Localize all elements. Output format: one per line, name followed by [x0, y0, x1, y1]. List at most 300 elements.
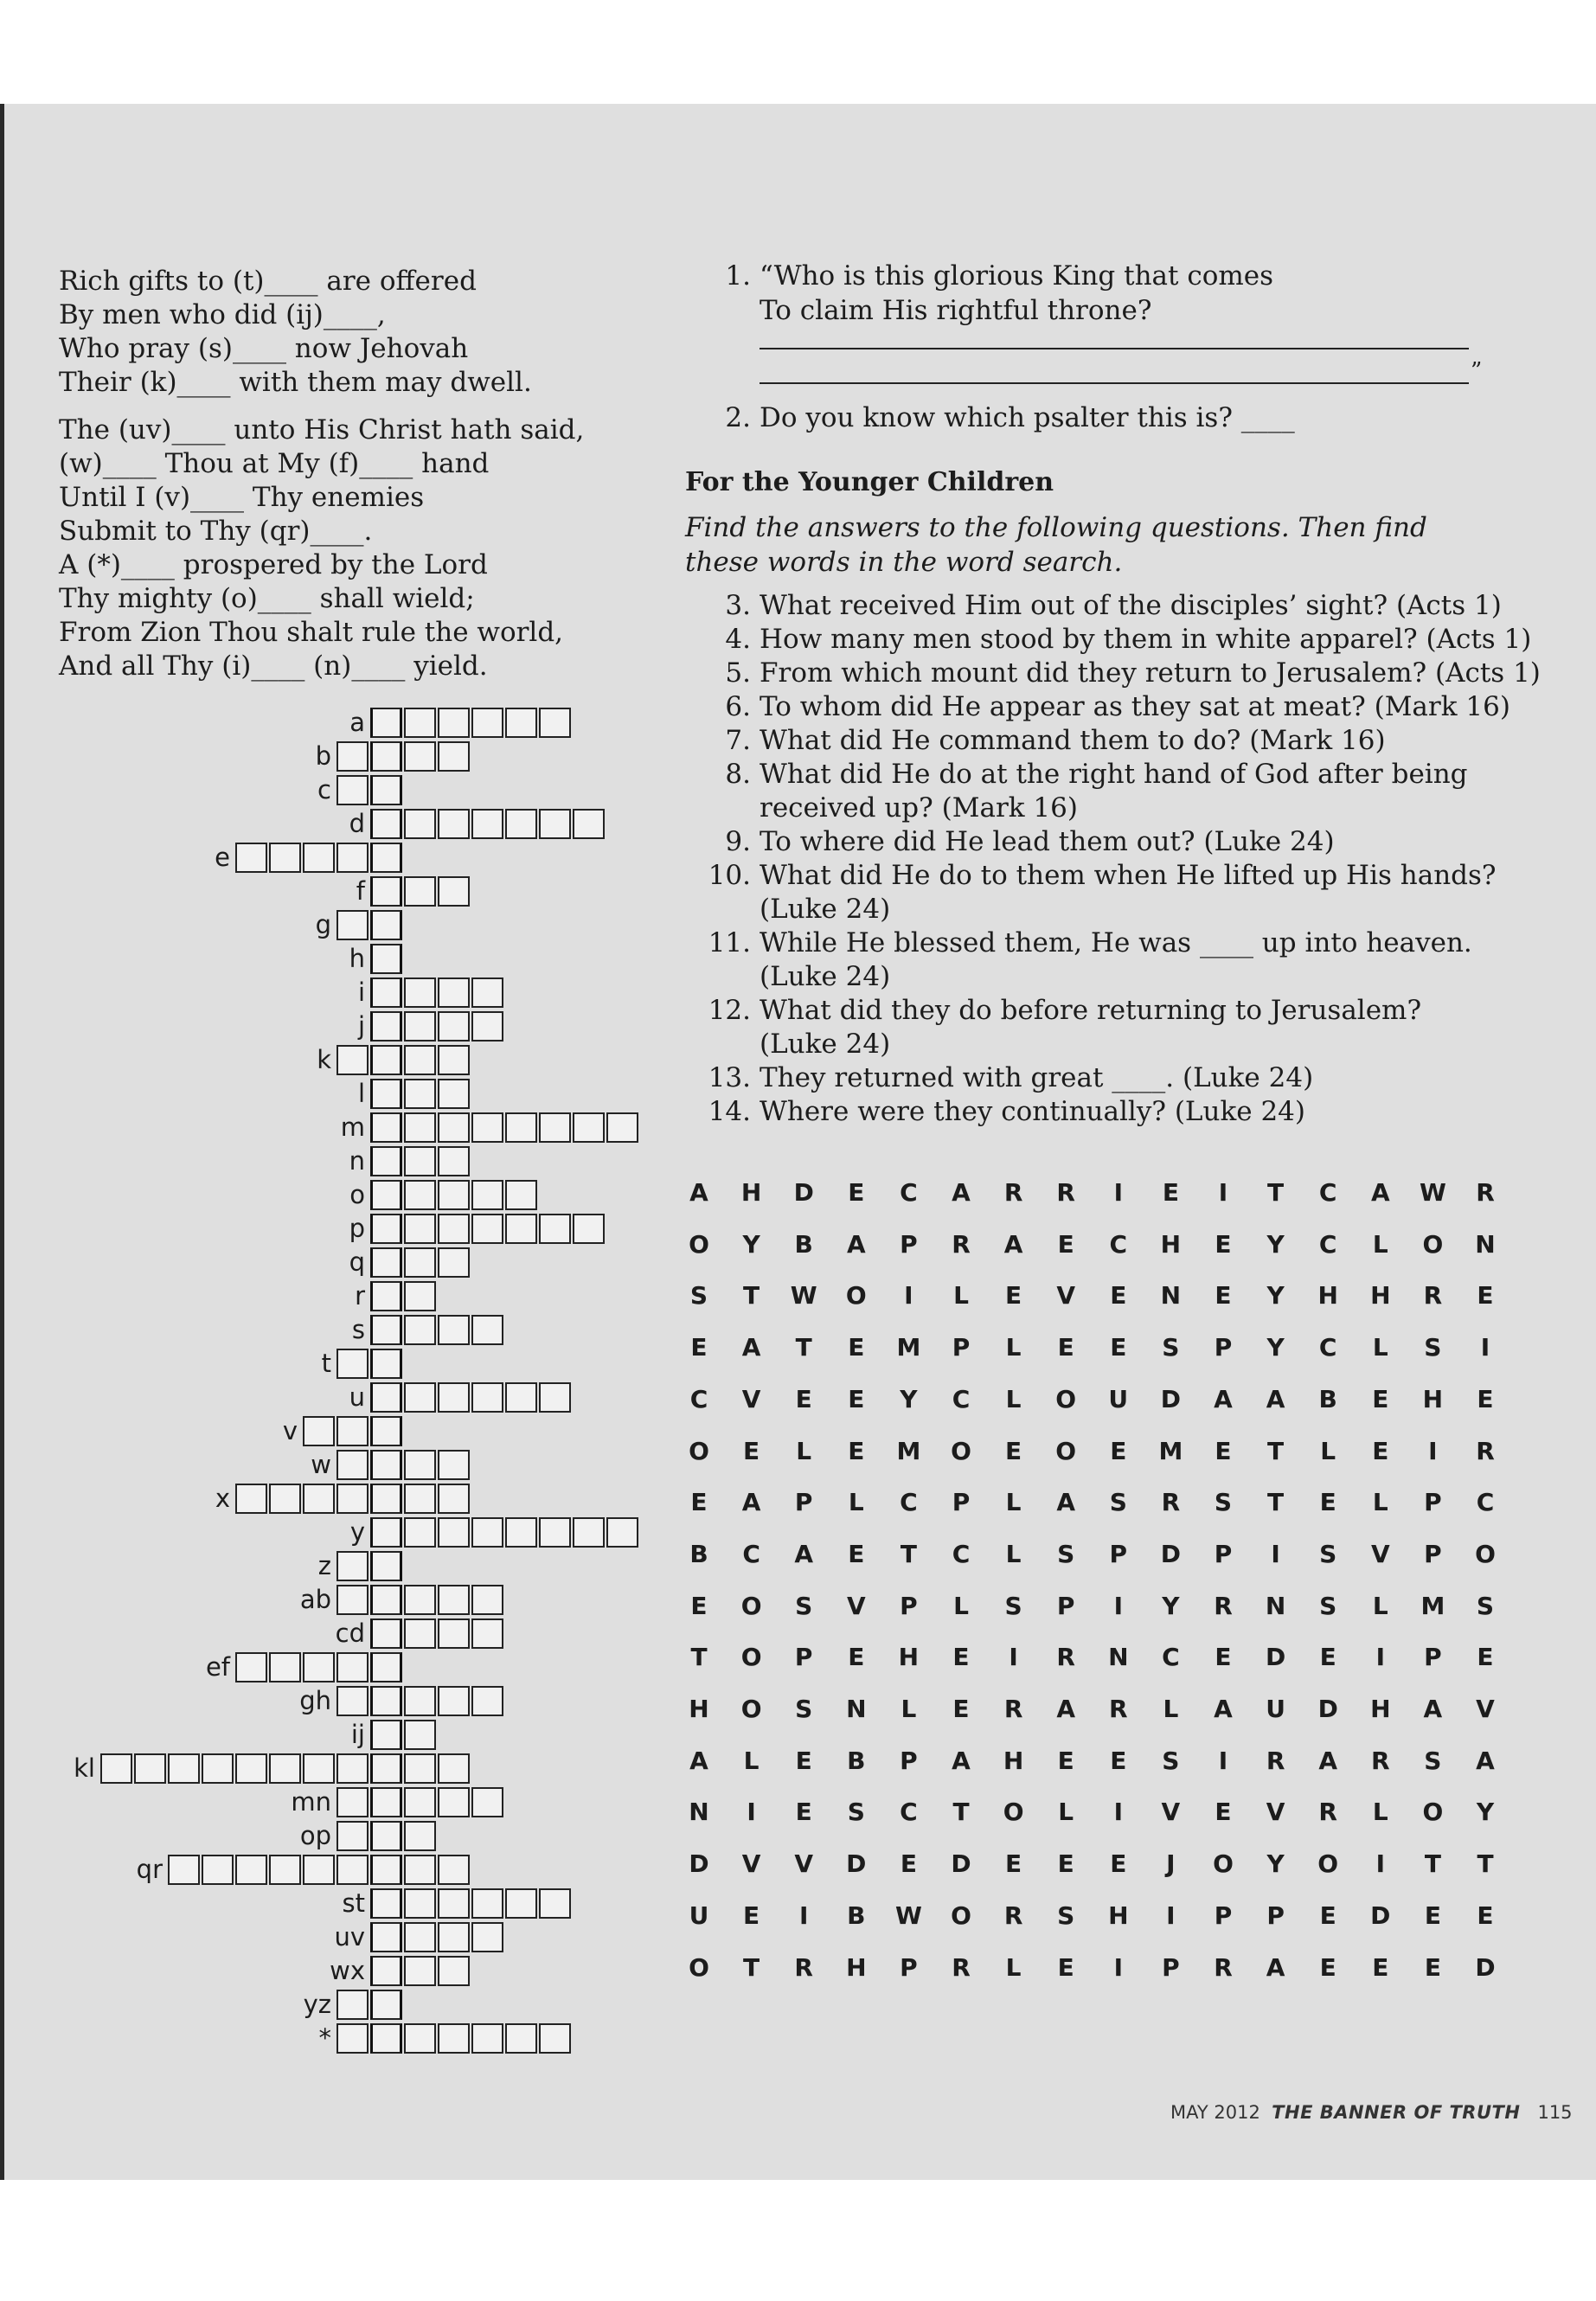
- word-search-letter: T: [1267, 1488, 1285, 1517]
- word-search-letter: E: [1005, 1849, 1022, 1879]
- word-search-letter: O: [740, 1643, 762, 1672]
- word-search-letter: E: [1215, 1798, 1232, 1827]
- word-search-letter: D: [1160, 1384, 1182, 1413]
- crossword-cell: [404, 1011, 436, 1042]
- crossword-cell: [404, 1888, 436, 1919]
- crossword-cell: [606, 1517, 638, 1548]
- word-search-letter: E: [1057, 1333, 1074, 1362]
- crossword-cell: [404, 1079, 436, 1109]
- clue-label: t: [321, 1349, 331, 1378]
- crossword-spine-cell: [370, 1618, 402, 1649]
- question-number: 6.: [725, 691, 751, 722]
- clue-label: x: [215, 1484, 230, 1513]
- word-search-letter: A: [689, 1178, 708, 1207]
- crossword-cell: [303, 1652, 335, 1682]
- crossword-spine-cell: [370, 741, 402, 772]
- word-search-letter: P: [1214, 1333, 1233, 1362]
- word-search-letter: O: [1317, 1849, 1339, 1879]
- word-search-letter: E: [1477, 1384, 1494, 1413]
- crossword-cell: [404, 1855, 436, 1885]
- crossword-spine-cell: [370, 1079, 402, 1109]
- word-search-letter: P: [952, 1488, 971, 1517]
- crossword-cell: [168, 1753, 200, 1784]
- crossword-cell: [438, 1045, 470, 1075]
- crossword-cell: [438, 1315, 470, 1345]
- word-search-letter: E: [952, 1695, 970, 1723]
- crossword-cell: [303, 1484, 335, 1514]
- crossword-cell: [337, 775, 369, 805]
- word-search-letter: R: [1109, 1695, 1128, 1723]
- crossword-cell: [404, 1753, 436, 1784]
- word-search-letter: V: [741, 1384, 761, 1413]
- word-search-letter: P: [1214, 1900, 1233, 1930]
- word-search-letter: R: [1003, 1900, 1023, 1930]
- word-search-letter: S: [1424, 1333, 1442, 1362]
- word-search-letter: P: [900, 1952, 918, 1982]
- crossword-cell: [471, 2023, 503, 2054]
- word-search-letter: I: [904, 1281, 913, 1311]
- crossword-cell: [404, 876, 436, 907]
- question-number: 5.: [725, 657, 751, 689]
- word-search-letter: P: [1424, 1539, 1442, 1568]
- crossword-cell: [471, 708, 503, 738]
- word-search-letter: E: [1319, 1952, 1336, 1982]
- word-search-letter: V: [794, 1849, 814, 1879]
- word-search-letter: H: [898, 1643, 920, 1672]
- crossword-cell: [539, 1382, 571, 1413]
- clue-label: c: [317, 775, 331, 804]
- poem-line: Rich gifts to (t)____ are offered: [59, 266, 477, 297]
- word-search-letter: E: [1110, 1849, 1127, 1879]
- clue-label: r: [355, 1281, 365, 1311]
- word-search-letter: E: [690, 1488, 708, 1517]
- crossword-cell: [471, 1888, 503, 1919]
- word-search-letter: S: [1162, 1746, 1180, 1775]
- word-search-letter: D: [793, 1178, 814, 1207]
- question-number: 13.: [708, 1062, 751, 1093]
- crossword-cell: [505, 1180, 537, 1210]
- word-search-letter: S: [795, 1591, 813, 1620]
- word-search-letter: E: [1057, 1229, 1074, 1259]
- word-search-letter: R: [1056, 1178, 1075, 1207]
- clue-label: w: [311, 1450, 331, 1479]
- word-search-letter: E: [1005, 1281, 1022, 1311]
- word-search-letter: E: [848, 1643, 865, 1672]
- crossword-cell: [404, 1247, 436, 1278]
- word-search-letter: E: [1319, 1900, 1336, 1930]
- question-line: (Luke 24): [760, 1029, 891, 1060]
- crossword-cell: [539, 1112, 571, 1143]
- word-search-letter: I: [1113, 1798, 1123, 1827]
- crossword-cell: [505, 809, 537, 839]
- word-search-letter: A: [1423, 1695, 1443, 1723]
- word-search-letter: C: [1476, 1488, 1495, 1517]
- word-search-letter: C: [1318, 1229, 1337, 1259]
- crossword-spine-cell: [370, 1112, 402, 1143]
- word-search-letter: H: [846, 1952, 867, 1982]
- clue-label: l: [357, 1079, 365, 1108]
- word-search-letter: I: [1375, 1849, 1385, 1879]
- crossword-cell: [235, 1753, 267, 1784]
- word-search-letter: I: [798, 1900, 809, 1930]
- crossword-cell: [438, 1214, 470, 1244]
- crossword-spine-cell: [370, 1753, 402, 1784]
- word-search-letter: A: [1476, 1746, 1495, 1775]
- crossword-spine-cell: [370, 1011, 402, 1042]
- crossword-cell: [606, 1112, 638, 1143]
- crossword-cell: [438, 1180, 470, 1210]
- word-search-letter: E: [848, 1384, 865, 1413]
- question-line: Where were they continually? (Luke 24): [760, 1096, 1305, 1127]
- crossword-cell: [337, 843, 369, 873]
- crossword-cell: [404, 977, 436, 1008]
- word-search-letter: V: [741, 1849, 761, 1879]
- crossword-cell: [269, 1753, 301, 1784]
- question-2-text: Do you know which psalter this is? ____: [760, 402, 1295, 433]
- question-number: 10.: [708, 860, 751, 891]
- word-search-letter: E: [1215, 1643, 1232, 1672]
- crossword-cell: [235, 1484, 267, 1514]
- crossword-cell: [471, 1382, 503, 1413]
- clue-label: z: [317, 1551, 331, 1580]
- question-line: What did they do before returning to Jerusalem?: [760, 995, 1422, 1026]
- word-search-letter: P: [900, 1746, 918, 1775]
- crossword-cell: [337, 1821, 369, 1851]
- closing-quote: ”: [1471, 358, 1483, 384]
- word-search-letter: A: [1056, 1695, 1076, 1723]
- crossword-cell: [337, 1855, 369, 1885]
- word-search-letter: L: [1005, 1333, 1022, 1362]
- word-search-letter: P: [1424, 1488, 1442, 1517]
- word-search-letter: O: [689, 1952, 709, 1982]
- crossword-cell: [505, 708, 537, 738]
- word-search-letter: H: [1160, 1229, 1182, 1259]
- question-line: To whom did He appear as they sat at meat? (Mark 16): [760, 691, 1510, 722]
- word-search-letter: E: [1057, 1746, 1074, 1775]
- crossword-cell: [337, 910, 369, 940]
- clue-label: op: [299, 1821, 331, 1850]
- word-search-letter: P: [952, 1333, 971, 1362]
- crossword-cell: [573, 1112, 605, 1143]
- word-search-letter: Y: [1476, 1798, 1495, 1827]
- word-search-letter: U: [689, 1900, 709, 1930]
- word-search-letter: S: [795, 1695, 813, 1723]
- word-search-letter: S: [1109, 1488, 1127, 1517]
- page-footer: [1170, 2102, 1573, 2123]
- word-search-letter: L: [1005, 1384, 1022, 1413]
- word-search-letter: Y: [742, 1229, 760, 1259]
- crossword-spine-cell: [370, 1382, 402, 1413]
- crossword-cell: [337, 2023, 369, 2054]
- word-search-letter: S: [1319, 1539, 1337, 1568]
- word-search-letter: L: [796, 1436, 812, 1465]
- word-search-letter: S: [1319, 1591, 1337, 1620]
- word-search-letter: M: [896, 1436, 921, 1465]
- clue-label: i: [357, 977, 365, 1007]
- word-search-letter: C: [900, 1488, 918, 1517]
- word-search-letter: C: [689, 1384, 708, 1413]
- poem-line: Until I (v)____ Thy enemies: [59, 482, 425, 513]
- word-search-letter: A: [1318, 1746, 1338, 1775]
- word-search-letter: O: [689, 1436, 709, 1465]
- crossword-cell: [404, 1450, 436, 1480]
- crossword-cell: [168, 1855, 200, 1885]
- crossword-cell: [471, 1180, 503, 1210]
- word-search-letter: E: [1477, 1900, 1494, 1930]
- word-search-letter: Y: [1266, 1229, 1285, 1259]
- poem-line: The (uv)____ unto His Christ hath said,: [59, 414, 585, 445]
- word-search-letter: O: [740, 1591, 762, 1620]
- word-search-letter: E: [1057, 1952, 1074, 1982]
- word-search-letter: P: [794, 1643, 813, 1672]
- word-search-letter: A: [741, 1333, 761, 1362]
- question-line: What did He command them to do? (Mark 16): [760, 725, 1386, 756]
- crossword-cell: [404, 1045, 436, 1075]
- word-search-letter: C: [900, 1178, 918, 1207]
- crossword-cell: [471, 1787, 503, 1817]
- word-search-letter: H: [1003, 1746, 1024, 1775]
- word-search-letter: C: [952, 1384, 971, 1413]
- word-search-letter: R: [1266, 1746, 1285, 1775]
- word-search-letter: N: [1265, 1591, 1286, 1620]
- word-search-letter: N: [846, 1695, 867, 1723]
- clue-label: m: [340, 1112, 365, 1142]
- word-search-letter: P: [900, 1229, 918, 1259]
- word-search-letter: L: [848, 1488, 864, 1517]
- word-search-letter: U: [1266, 1695, 1285, 1723]
- crossword-spine-cell: [370, 1180, 402, 1210]
- word-search-letter: H: [1370, 1695, 1391, 1723]
- crossword-spine-cell: [370, 1484, 402, 1514]
- word-search-letter: A: [741, 1488, 761, 1517]
- crossword-spine-cell: [370, 2023, 402, 2054]
- question-line: To where did He lead them out? (Luke 24): [760, 826, 1335, 857]
- question-line: received up? (Mark 16): [760, 792, 1078, 824]
- crossword-cell: [269, 843, 301, 873]
- clue-label: uv: [334, 1922, 365, 1952]
- crossword-cell: [404, 1686, 436, 1716]
- crossword-cell: [505, 1112, 537, 1143]
- word-search-letter: S: [689, 1281, 708, 1311]
- clue-label: kl: [74, 1753, 95, 1783]
- crossword-cell: [337, 1787, 369, 1817]
- word-search-letter: A: [1214, 1384, 1233, 1413]
- word-search-letter: I: [1113, 1178, 1123, 1207]
- crossword-spine-cell: [370, 1585, 402, 1615]
- question-number: 7.: [725, 725, 751, 756]
- word-search-letter: E: [1162, 1178, 1179, 1207]
- word-search-letter: R: [1318, 1798, 1337, 1827]
- question-number: 4.: [725, 624, 751, 655]
- crossword-cell: [438, 1146, 470, 1176]
- clue-label: ij: [350, 1720, 365, 1749]
- word-search-letter: E: [1057, 1849, 1074, 1879]
- crossword-cell: [337, 1652, 369, 1682]
- crossword-cell: [438, 741, 470, 772]
- word-search-letter: D: [1265, 1643, 1286, 1672]
- crossword-spine-cell: [370, 809, 402, 839]
- word-search-letter: E: [743, 1436, 760, 1465]
- word-search-letter: A: [952, 1746, 971, 1775]
- word-search-letter: R: [1476, 1178, 1495, 1207]
- word-search-letter: S: [1162, 1333, 1180, 1362]
- poem-line: From Zion Thou shalt rule the world,: [59, 617, 564, 648]
- crossword-cell: [303, 1416, 335, 1446]
- word-search-letter: O: [1475, 1539, 1496, 1568]
- crossword-cell: [539, 2023, 571, 2054]
- word-search-letter: B: [689, 1539, 708, 1568]
- poem-line: A (*)____ prospered by the Lord: [59, 549, 488, 580]
- word-search-letter: I: [1113, 1952, 1123, 1982]
- word-search-letter: P: [1214, 1539, 1233, 1568]
- word-search-letter: A: [1266, 1952, 1285, 1982]
- word-search-letter: E: [1477, 1643, 1494, 1672]
- word-search-letter: R: [1161, 1488, 1181, 1517]
- crossword-cell: [471, 977, 503, 1008]
- binding-edge: [0, 104, 4, 2180]
- word-search-letter: O: [1422, 1798, 1444, 1827]
- crossword-spine-cell: [370, 1990, 402, 2020]
- word-search-letter: R: [952, 1952, 971, 1982]
- word-search-letter: E: [1477, 1281, 1494, 1311]
- crossword-cell: [438, 977, 470, 1008]
- word-search-letter: I: [1009, 1643, 1018, 1672]
- word-search-letter: L: [1372, 1591, 1388, 1620]
- clue-label: *: [318, 2023, 331, 2053]
- question-number: 2.: [725, 402, 751, 433]
- word-search-letter: H: [1108, 1900, 1129, 1930]
- question-1-line: “Who is this glorious King that comes: [760, 260, 1274, 292]
- question-line: They returned with great ____. (Luke 24): [760, 1062, 1314, 1093]
- word-search-letter: L: [953, 1591, 969, 1620]
- word-search-letter: C: [1109, 1229, 1128, 1259]
- word-search-letter: E: [1424, 1952, 1441, 1982]
- poem-line: Who pray (s)____ now Jehovah: [59, 333, 469, 364]
- crossword-cell: [471, 1011, 503, 1042]
- crossword-cell: [404, 1484, 436, 1514]
- word-search-letter: R: [1476, 1436, 1495, 1465]
- crossword-cell: [404, 1956, 436, 1986]
- word-search-letter: H: [740, 1178, 762, 1207]
- instructions: Find the answers to the following questions. Then find these words in the word search.: [685, 512, 1427, 578]
- word-search-letter: L: [1372, 1798, 1388, 1827]
- crossword-spine-cell: [370, 1146, 402, 1176]
- word-search-letter: E: [848, 1178, 865, 1207]
- word-search-letter: R: [794, 1952, 813, 1982]
- word-search-letter: L: [1005, 1488, 1022, 1517]
- word-search-letter: I: [747, 1798, 756, 1827]
- word-search-letter: I: [1428, 1436, 1438, 1465]
- word-search-letter: T: [795, 1333, 812, 1362]
- word-search-letter: T: [690, 1643, 708, 1672]
- crossword-cell: [573, 1517, 605, 1548]
- clue-label: s: [351, 1315, 365, 1344]
- clue-label: h: [349, 944, 365, 973]
- word-search-letter: I: [1480, 1333, 1490, 1362]
- word-search-letter: D: [1475, 1952, 1496, 1982]
- crossword-spine-cell: [370, 1855, 402, 1885]
- word-search-letter: S: [847, 1798, 865, 1827]
- crossword-cell: [438, 1618, 470, 1649]
- word-search-letter: T: [952, 1798, 970, 1827]
- crossword-cell: [404, 1214, 436, 1244]
- crossword-spine-cell: [370, 708, 402, 738]
- clue-label: p: [349, 1214, 365, 1243]
- word-search-letter: S: [1476, 1591, 1495, 1620]
- crossword-spine-cell: [370, 1281, 402, 1311]
- crossword-cell: [438, 2023, 470, 2054]
- crossword-cell: [438, 876, 470, 907]
- word-search-letter: U: [1108, 1384, 1129, 1413]
- crossword-spine-cell: [370, 775, 402, 805]
- clue-label: qr: [136, 1855, 163, 1884]
- word-search-letter: H: [689, 1695, 709, 1723]
- word-search-letter: R: [1214, 1591, 1233, 1620]
- crossword-spine-cell: [370, 1787, 402, 1817]
- crossword-cell: [134, 1753, 166, 1784]
- word-search-letter: C: [1318, 1333, 1337, 1362]
- clue-label: f: [356, 876, 365, 906]
- crossword-cell: [438, 1079, 470, 1109]
- crossword-cell: [404, 1382, 436, 1413]
- word-search-letter: R: [1371, 1746, 1390, 1775]
- word-search-letter: D: [846, 1849, 867, 1879]
- word-search-letter: Y: [1162, 1591, 1180, 1620]
- crossword-cell: [438, 1011, 470, 1042]
- section-title: For the Younger Children: [685, 467, 1054, 497]
- word-search-letter: T: [900, 1539, 917, 1568]
- crossword-spine-cell: [370, 1720, 402, 1750]
- clue-label: o: [349, 1180, 365, 1209]
- word-search-letter: E: [848, 1333, 865, 1362]
- crossword-cell: [438, 1517, 470, 1548]
- crossword-spine-cell: [370, 1686, 402, 1716]
- word-search-letter: R: [1003, 1178, 1023, 1207]
- crossword-spine-cell: [370, 1551, 402, 1581]
- word-search-letter: V: [1476, 1695, 1495, 1723]
- word-search-letter: C: [900, 1798, 918, 1827]
- crossword-cell: [539, 809, 571, 839]
- crossword-cell: [438, 1585, 470, 1615]
- crossword-cell: [505, 1214, 537, 1244]
- crossword-cell: [404, 1585, 436, 1615]
- word-search-letter: N: [1160, 1281, 1182, 1311]
- word-search-letter: J: [1166, 1849, 1176, 1879]
- word-search-letter: H: [1317, 1281, 1338, 1311]
- word-search-letter: C: [952, 1539, 971, 1568]
- word-search-letter: R: [1003, 1695, 1023, 1723]
- word-search-letter: C: [1318, 1178, 1337, 1207]
- word-search-letter: A: [1370, 1178, 1390, 1207]
- word-search-letter: A: [1214, 1695, 1233, 1723]
- word-search-letter: L: [1005, 1952, 1022, 1982]
- word-search-letter: E: [795, 1384, 812, 1413]
- word-search-letter: E: [900, 1849, 917, 1879]
- word-search-letter: R: [1423, 1281, 1443, 1311]
- question-number: 1.: [725, 260, 751, 292]
- word-search-letter: C: [742, 1539, 760, 1568]
- word-search-letter: L: [1320, 1436, 1336, 1465]
- question-line: What did He do at the right hand of God after being: [760, 759, 1468, 790]
- clue-label: cd: [335, 1618, 365, 1648]
- poem-line: By men who did (ij)____,: [59, 299, 386, 330]
- question-line: What did He do to them when He lifted up His hands?: [760, 860, 1497, 891]
- crossword-cell: [471, 1585, 503, 1615]
- crossword-cell: [404, 1922, 436, 1952]
- crossword-cell: [471, 1922, 503, 1952]
- crossword-cell: [337, 1450, 369, 1480]
- word-search-letter: E: [1424, 1900, 1441, 1930]
